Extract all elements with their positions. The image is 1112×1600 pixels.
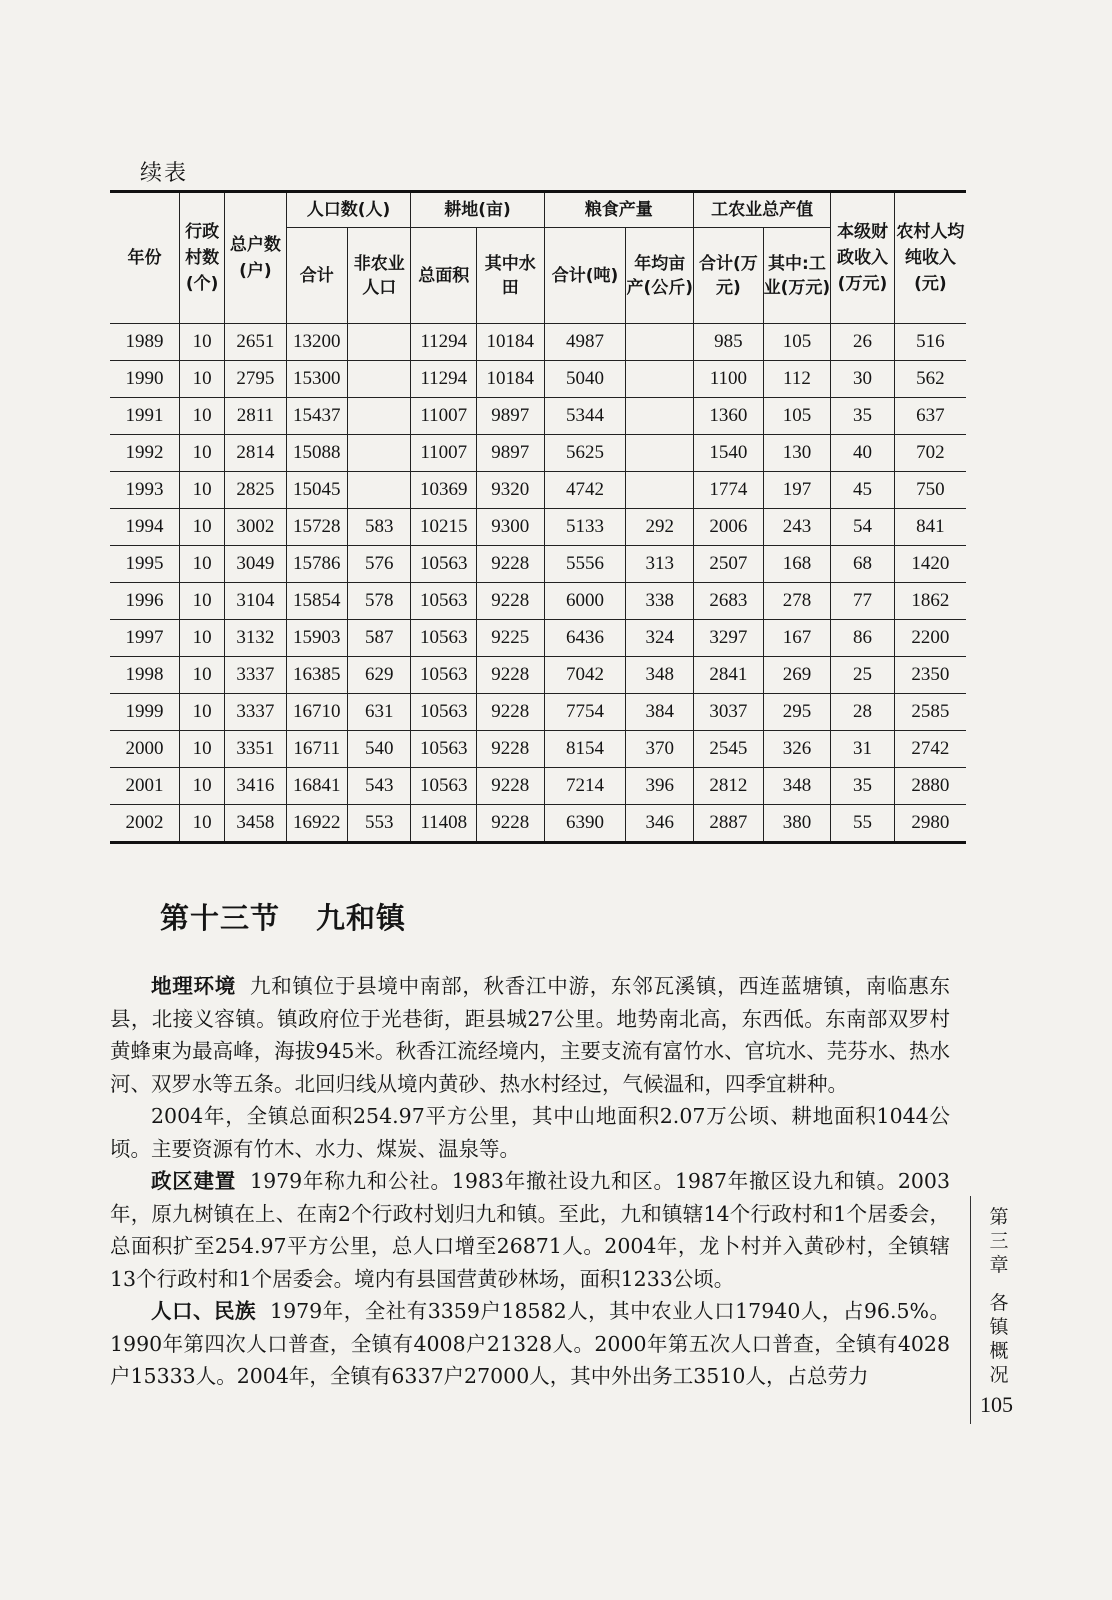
paragraph [110,1165,950,1295]
table-cell: 2880 [894,768,966,805]
table-cell: 10184 [477,361,545,398]
body-text [110,970,950,1393]
table-cell: 2887 [694,805,764,843]
table-header [110,192,966,324]
header-rural-income: 农村人均纯收入(元) [894,192,966,324]
table-cell: 346 [626,805,694,843]
table-cell: 313 [626,546,694,583]
table-cell: 543 [348,768,411,805]
header-fiscal-income: 本级财政收入(万元) [831,192,894,324]
table-cell: 326 [763,731,831,768]
header-grain-total: 合计(吨) [544,228,626,324]
chapter-char: 章 [989,1254,1009,1276]
header-pop-total: 合计 [286,228,347,324]
table-cell: 3104 [225,583,286,620]
table-row [110,472,966,509]
table-cell: 6436 [544,620,626,657]
table-cell: 5133 [544,509,626,546]
table-cell [626,361,694,398]
table-cell: 338 [626,583,694,620]
table-row [110,398,966,435]
table-cell: 15728 [286,509,347,546]
header-farmland-paddy: 其中水田 [477,228,545,324]
table-cell: 243 [763,509,831,546]
header-households: 总户数(户) [225,192,286,324]
table-cell: 26 [831,324,894,361]
table-cell: 15300 [286,361,347,398]
table-row [110,768,966,805]
table-cell: 2980 [894,805,966,843]
table-cell: 540 [348,731,411,768]
table-cell [348,324,411,361]
table-cell: 1992 [110,435,180,472]
table-cell: 2814 [225,435,286,472]
header-output-industry: 其中:工业(万元) [763,228,831,324]
table-cell: 1989 [110,324,180,361]
table-cell: 587 [348,620,411,657]
table-cell: 86 [831,620,894,657]
table-cell: 3458 [225,805,286,843]
table-cell: 55 [831,805,894,843]
table-cell: 10 [180,583,225,620]
table-cell: 2742 [894,731,966,768]
table-row [110,657,966,694]
table-cell: 637 [894,398,966,435]
table-cell: 348 [763,768,831,805]
table-cell [626,324,694,361]
table-cell: 167 [763,620,831,657]
table-cell: 750 [894,472,966,509]
table-cell: 11408 [411,805,477,843]
table-cell: 10 [180,324,225,361]
table-row [110,805,966,843]
table-cell: 380 [763,805,831,843]
table-cell: 278 [763,583,831,620]
table-cell: 2545 [694,731,764,768]
table-cell: 15903 [286,620,347,657]
table-cell: 629 [348,657,411,694]
table-cell: 10563 [411,583,477,620]
running-chapter-label [986,1205,1012,1387]
table-cell: 10563 [411,694,477,731]
table-cell: 1993 [110,472,180,509]
table-cell: 10 [180,361,225,398]
paragraph-lead: 人口、民族 [151,1299,257,1323]
table-cell [348,435,411,472]
table-cell: 1990 [110,361,180,398]
table-cell: 1994 [110,509,180,546]
table-cell: 28 [831,694,894,731]
paragraph-lead: 地理环境 [151,974,236,998]
table-cell: 16711 [286,731,347,768]
table-row [110,509,966,546]
table-cell: 35 [831,768,894,805]
table-cell: 112 [763,361,831,398]
table-cell: 2350 [894,657,966,694]
table-cell: 45 [831,472,894,509]
table-cell: 6000 [544,583,626,620]
header-grain-yield: 年均亩产(公斤) [626,228,694,324]
table-body [110,324,966,843]
table-row [110,731,966,768]
paragraph-text: 2004年，全镇总面积254.97平方公里，其中山地面积2.07万公顷、耕地面积1044公顷。主要资源有竹木、水力、煤炭、温泉等。 [110,1104,950,1161]
table-cell: 2000 [110,731,180,768]
table-cell: 10184 [477,324,545,361]
table-cell: 4987 [544,324,626,361]
table-cell: 292 [626,509,694,546]
table-cell: 2585 [894,694,966,731]
table-row [110,324,966,361]
table-cell: 15045 [286,472,347,509]
table-cell: 396 [626,768,694,805]
header-villages: 行政村数(个) [180,192,225,324]
table-cell [348,361,411,398]
title-char: 镇 [989,1316,1009,1338]
header-grain-group: 粮食产量 [544,192,693,228]
table-cell: 9228 [477,805,545,843]
table-cell [348,472,411,509]
section-number: 第十三节 [160,901,281,935]
paragraph-text: 九和镇位于县境中南部，秋香江中游，东邻瓦溪镇，西连蓝塘镇，南临惠东县，北接义容镇。镇政府位于光巷街，距县城27公里。地势南北高，东西低。东南部双罗村黄蜂東为最高峰，海拔945米。秋香江流经境内，主要支流有富竹水、官坑水、芫芬水、热水河、双罗水等五条。北回归线从境内黄砂、热水村经过，气候温和，四季宜耕种。 [110,974,951,1096]
table-cell: 2812 [694,768,764,805]
table-cell: 40 [831,435,894,472]
table-cell: 985 [694,324,764,361]
table-cell [348,398,411,435]
table-cell: 2200 [894,620,966,657]
paragraph-lead: 政区建置 [151,1169,237,1193]
table-cell: 13200 [286,324,347,361]
table-cell: 15088 [286,435,347,472]
table-cell: 2001 [110,768,180,805]
header-pop-nonagri: 非农业人口 [348,228,411,324]
table-cell: 9320 [477,472,545,509]
table-cell: 7042 [544,657,626,694]
table-cell: 31 [831,731,894,768]
table-cell: 5040 [544,361,626,398]
table-cell: 1100 [694,361,764,398]
table-cell: 10369 [411,472,477,509]
table-cell: 384 [626,694,694,731]
table-cell: 3337 [225,694,286,731]
table-cell: 10563 [411,731,477,768]
table-cell: 54 [831,509,894,546]
table-cell: 553 [348,805,411,843]
table-cell: 1991 [110,398,180,435]
table-cell: 168 [763,546,831,583]
page-number: 105 [980,1392,1013,1417]
chapter-char: 三 [989,1230,1009,1252]
table-cell: 10 [180,435,225,472]
header-year: 年份 [110,192,180,324]
table-row [110,620,966,657]
table-cell: 3132 [225,620,286,657]
header-population-group: 人口数(人) [286,192,411,228]
table-cell: 10 [180,768,225,805]
table-cell: 5625 [544,435,626,472]
table-cell: 2002 [110,805,180,843]
paragraph [110,970,950,1100]
table-cell: 10 [180,546,225,583]
table-cell: 2811 [225,398,286,435]
table-cell: 2825 [225,472,286,509]
table-cell: 841 [894,509,966,546]
table-cell: 10 [180,731,225,768]
table-cell: 10 [180,472,225,509]
paragraph-text: 1979年称九和公社。1983年撤社设九和区。1987年撤区设九和镇。2003年，原九树镇在上、在南2个行政村划归九和镇。至此，九和镇辖14个行政村和1个居委会，总面积扩至254.97平方公里，总人口增至26871人。2004年，龙卜村并入黄砂村，全镇辖13个行政村和1个居委会。境内有县国营黄砂林场，面积1233公顷。 [110,1169,950,1291]
table-cell: 35 [831,398,894,435]
table-cell: 11294 [411,324,477,361]
sidebar-divider [970,1196,971,1424]
table-cell: 295 [763,694,831,731]
table-cell: 15854 [286,583,347,620]
table-cell: 16922 [286,805,347,843]
table-cell: 3297 [694,620,764,657]
paragraph [110,1295,950,1393]
table-cell: 3337 [225,657,286,694]
table-cell: 2507 [694,546,764,583]
table-cell: 10563 [411,657,477,694]
table-cell: 197 [763,472,831,509]
table-cell: 2841 [694,657,764,694]
title-char: 况 [989,1364,1009,1386]
table-cell: 9228 [477,546,545,583]
table-cell: 3351 [225,731,286,768]
table-cell: 324 [626,620,694,657]
table-cell: 370 [626,731,694,768]
table-cell: 30 [831,361,894,398]
table-cell: 3037 [694,694,764,731]
table-cell: 10563 [411,546,477,583]
table-cell: 15786 [286,546,347,583]
table-row [110,435,966,472]
table-cell [626,398,694,435]
table-cell: 10 [180,657,225,694]
table-cell: 1540 [694,435,764,472]
table-cell: 576 [348,546,411,583]
table-cell: 11007 [411,398,477,435]
table-cell: 9228 [477,768,545,805]
table-cell: 10 [180,694,225,731]
header-output-total: 合计(万元) [694,228,764,324]
table-cell: 631 [348,694,411,731]
table-cell: 1999 [110,694,180,731]
header-farmland-group: 耕地(亩) [411,192,544,228]
table-row [110,546,966,583]
table-cell: 25 [831,657,894,694]
table-cell: 10 [180,509,225,546]
section-name: 九和镇 [316,901,407,935]
table-cell: 1862 [894,583,966,620]
table-cell: 2683 [694,583,764,620]
table-cell: 2006 [694,509,764,546]
table-cell: 5556 [544,546,626,583]
table-row [110,583,966,620]
table-cell: 130 [763,435,831,472]
table-cell: 9228 [477,731,545,768]
table-cell [626,435,694,472]
table-cell: 8154 [544,731,626,768]
table-cell: 68 [831,546,894,583]
table-cell: 1997 [110,620,180,657]
table-cell: 16841 [286,768,347,805]
table-cell: 562 [894,361,966,398]
table-cell: 1360 [694,398,764,435]
table-cell: 11294 [411,361,477,398]
table-cell: 9897 [477,398,545,435]
table-cell: 16710 [286,694,347,731]
table-cell: 4742 [544,472,626,509]
table-cell: 578 [348,583,411,620]
table-cell [626,472,694,509]
paragraph-text: 1979年，全社有3359户18582人，其中农业人口17940人，占96.5%。1990年第四次人口普查，全镇有4008户21328人。2000年第五次人口普查，全镇有4028户15333人。2004年，全镇有6337户27000人，其中外出务工3510人，占总劳力 [110,1299,950,1388]
table-cell: 3049 [225,546,286,583]
table-cell: 1996 [110,583,180,620]
table-cell: 7754 [544,694,626,731]
table-cell: 702 [894,435,966,472]
table-cell: 11007 [411,435,477,472]
table-cell: 9228 [477,583,545,620]
table-cell: 1995 [110,546,180,583]
header-farmland-total: 总面积 [411,228,477,324]
table-cell: 3002 [225,509,286,546]
table-cell: 583 [348,509,411,546]
table-cell: 16385 [286,657,347,694]
title-char: 各 [989,1292,1009,1314]
table-cell: 1774 [694,472,764,509]
table-cell: 9897 [477,435,545,472]
continued-table-label: 续表 [140,161,189,186]
header-output-group: 工农业总产值 [694,192,831,228]
table-cell: 105 [763,398,831,435]
table-row [110,694,966,731]
table-cell: 77 [831,583,894,620]
table-row [110,361,966,398]
table-cell: 1998 [110,657,180,694]
table-cell: 10563 [411,620,477,657]
table-cell: 10 [180,620,225,657]
table-cell: 2795 [225,361,286,398]
table-cell: 6390 [544,805,626,843]
table-cell: 9300 [477,509,545,546]
title-char: 概 [989,1340,1009,1362]
table-cell: 10215 [411,509,477,546]
table-cell: 269 [763,657,831,694]
table-cell: 516 [894,324,966,361]
table-cell: 5344 [544,398,626,435]
table-cell: 2651 [225,324,286,361]
table-cell: 15437 [286,398,347,435]
table-cell: 9225 [477,620,545,657]
table-cell: 3416 [225,768,286,805]
table-cell: 9228 [477,694,545,731]
table-cell: 105 [763,324,831,361]
paragraph [110,1100,950,1165]
table-cell: 10563 [411,768,477,805]
table-cell: 10 [180,398,225,435]
table-cell: 7214 [544,768,626,805]
section-heading [160,896,406,937]
chapter-char: 第 [989,1206,1009,1228]
table-cell: 1420 [894,546,966,583]
statistics-table [110,190,966,844]
table-cell: 10 [180,805,225,843]
table-cell: 9228 [477,657,545,694]
table-cell: 348 [626,657,694,694]
